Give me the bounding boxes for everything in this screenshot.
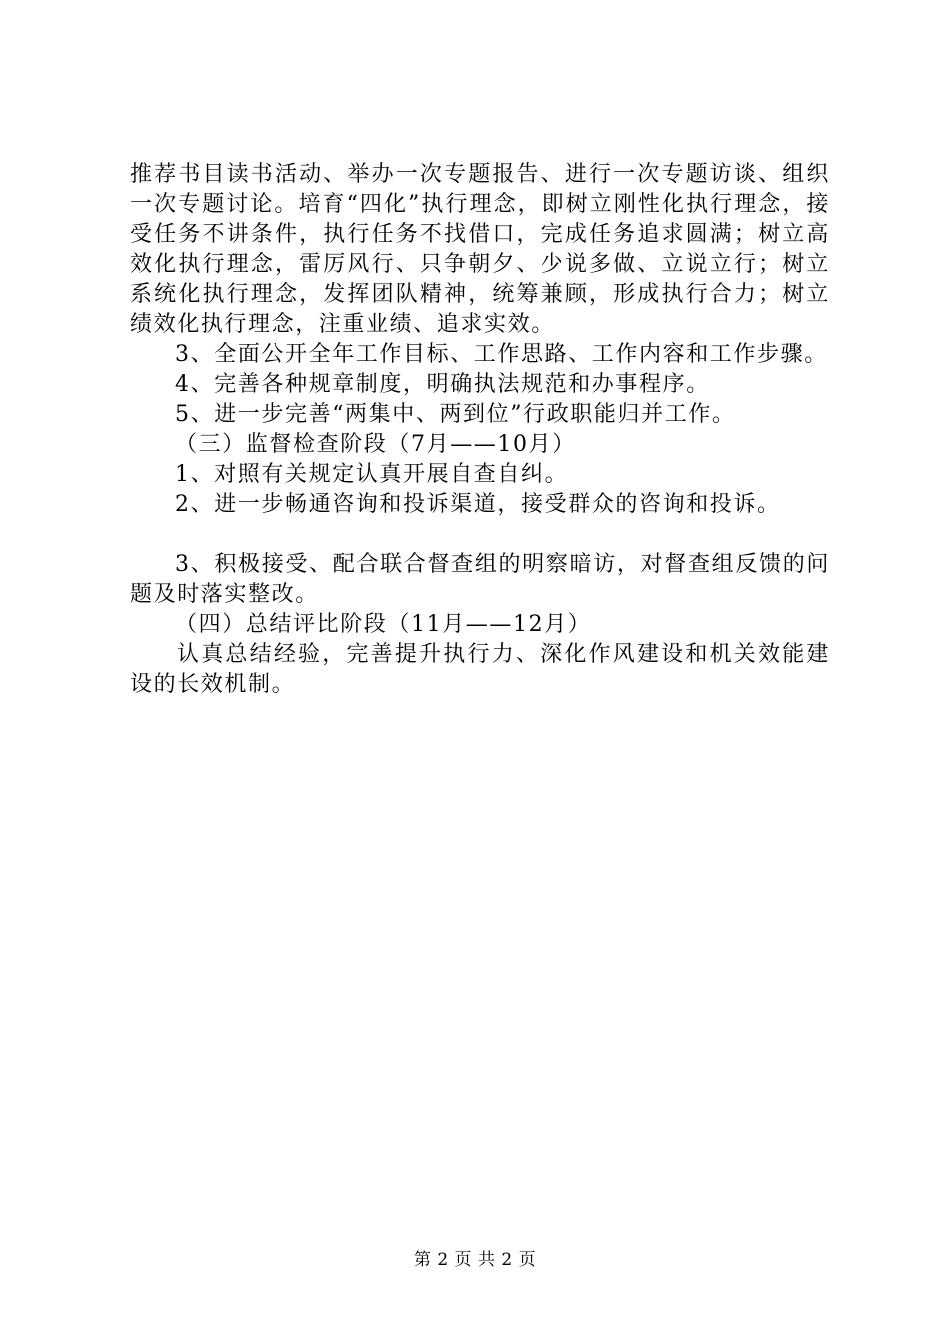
paragraph-item-4-rules: 4、完善各种规章制度，明确执法规范和办事程序。 <box>175 372 710 397</box>
heading-stage-3-supervision: （三）监督检查阶段（7月——10月） <box>175 432 576 457</box>
paragraph-item-3-inspection: 3、积极接受、配合联合督查组的明察暗访，对督查组反馈的问题及时落实整改。 <box>130 552 830 607</box>
heading-stage-4-summary: （四）总结评比阶段（11月——12月） <box>175 612 592 637</box>
paragraph-summary-mechanism: 认真总结经验，完善提升执行力、深化作风建设和机关效能建设的长效机制。 <box>130 642 830 697</box>
paragraph-item-2-channels: 2、进一步畅通咨询和投诉渠道，接受群众的咨询和投诉。 <box>175 492 781 517</box>
page-number-footer: 第 2 页 共 2 页 <box>413 1250 537 1270</box>
paragraph-item-1-self-check: 1、对照有关规定认真开展自查自纠。 <box>175 462 569 487</box>
document-body <box>130 160 830 700</box>
paragraph-item-5-merge: 5、进一步完善“两集中、两到位”行政职能归并工作。 <box>175 402 736 427</box>
blank-line <box>130 520 830 550</box>
paragraph-item-3-disclosure: 3、全面公开全年工作目标、工作思路、工作内容和工作步骤。 <box>175 342 828 367</box>
paragraph-reading-activities: 推荐书目读书活动、举办一次专题报告、进行一次专题访谈、组织一次专题讨论。培育“四化”执行理念，即树立刚性化执行理念，接受任务不讲条件，执行任务不找借口，完成任务追求圆满；树立高效化执行理念，雷厉风行、只争朝夕、少说多做、立说立行；树立系统化执行理念，发挥团队精神，统筹兼顾，形成执行合力；树立绩效化执行理念，注重业绩、追求实效。 <box>130 162 830 337</box>
